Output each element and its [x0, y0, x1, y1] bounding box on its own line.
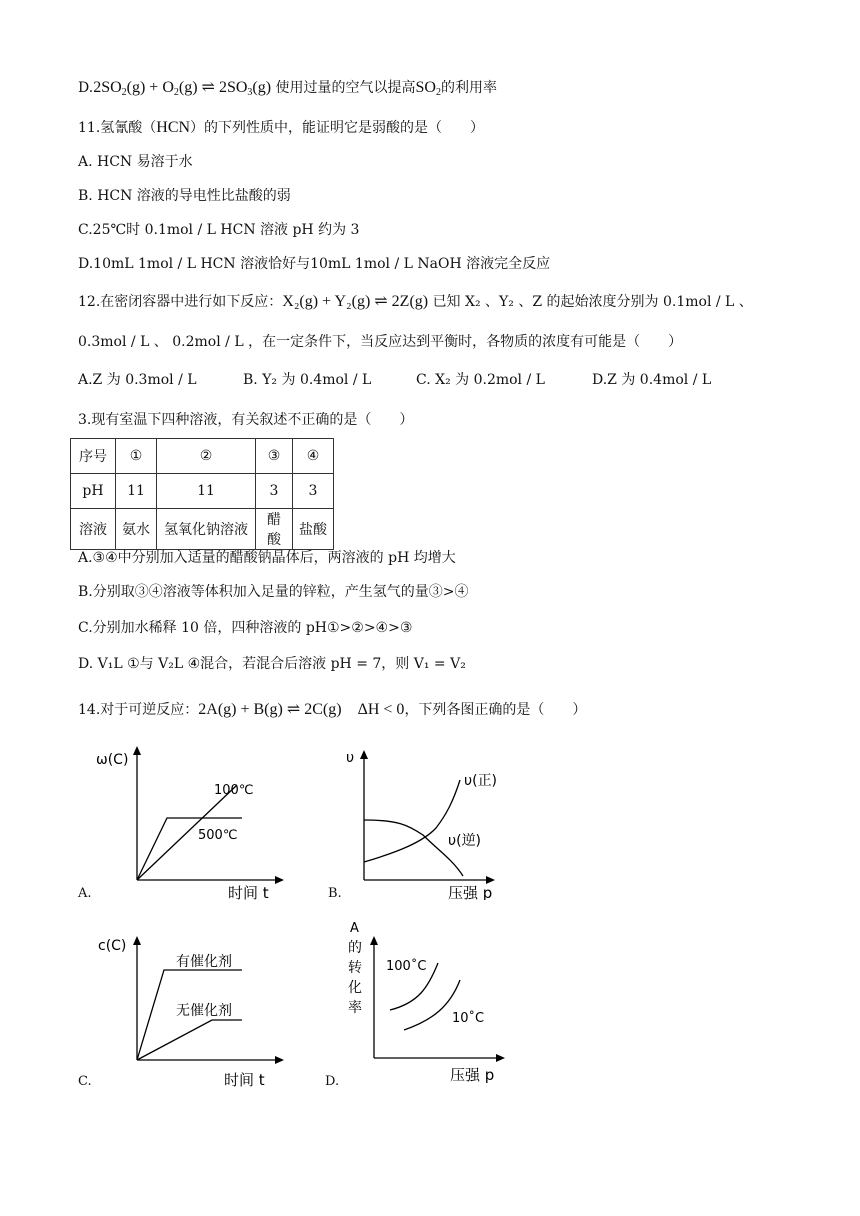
svg-text:的: 的 [348, 940, 362, 956]
graph-b [338, 740, 538, 900]
q12-option-c: C. X₂ 为 0.2mol / L [416, 372, 545, 388]
q13-option-d: D. V₁L ①与 V₂L ④混合，若混合后溶液 pH = 7，则 V₁ = V₂ [78, 656, 466, 672]
curve-label: 10˚C [452, 1011, 485, 1026]
x-axis-label: 时间 t [228, 884, 269, 900]
q12-option-a: A.Z 为 0.3mol / L [78, 372, 197, 388]
graph-c [92, 930, 292, 1090]
y-axis-label: c(C) [98, 938, 127, 954]
x-axis-label: 压强 p [448, 884, 493, 900]
y-axis-label: ω(C) [96, 752, 129, 768]
table-row: pH 11 11 3 3 [71, 474, 334, 509]
svg-text:A: A [350, 921, 359, 936]
q13-option-c: C.分别加水稀释 10 倍，四种溶液的 pH①>②>④>③ [78, 620, 413, 636]
q13-stem: 3.现有室温下四种溶液，有关叙述不正确的是（ ） [78, 412, 414, 428]
curve-label: 500℃ [198, 828, 238, 843]
x-axis-label: 压强 p [450, 1066, 495, 1084]
y-axis-label: υ [346, 750, 355, 766]
curve-label: 无催化剂 [176, 1003, 232, 1019]
x-axis-label: 时间 t [224, 1071, 265, 1089]
q13-option-a: A.③④中分别加入适量的醋酸钠晶体后，两溶液的 pH 均增大 [78, 550, 456, 566]
q12-stem-line2: 0.3mol / L 、 0.2mol / L ，在一定条件下，当反应达到平衡时，各物质的浓度有可能是（ ） [78, 334, 683, 350]
graph-d [338, 918, 538, 1088]
svg-text:转: 转 [348, 960, 362, 976]
q11-option-c: C.25℃时 0.1mol / L HCN 溶液 pH 约为 3 [78, 222, 360, 238]
curve-label: υ(正) [464, 773, 498, 789]
table-row: 序号 ① ② ③ ④ [71, 439, 334, 474]
q12-option-b: B. Y₂ 为 0.4mol / L [243, 372, 372, 388]
q11-stem: 11.氢氰酸（HCN）的下列性质中，能证明它是弱酸的是（ ） [78, 119, 485, 136]
curve-label: 100˚C [386, 959, 427, 974]
curve-label: 100℃ [214, 783, 254, 798]
svg-text:率: 率 [348, 1000, 362, 1016]
curve-label: 有催化剂 [176, 954, 232, 970]
q10-option-d: $D.2SO_2(g) + O_2(g)$ ⇌ $2SO_3(g)$ 使用过量的空气以提高$SO_2$的利用率 [78, 79, 497, 98]
graph-a [92, 740, 292, 900]
graph-c-caption: C. [78, 1074, 92, 1089]
q11-option-b: B. HCN 溶液的导电性比盐酸的弱 [78, 188, 291, 204]
q12-option-d: D.Z 为 0.4mol / L [592, 372, 712, 388]
graph-d-caption: D. [325, 1074, 340, 1089]
table-row: 溶液 氨水 氢氧化钠溶液 醋酸 盐酸 [71, 509, 334, 550]
solutions-table [70, 438, 334, 550]
q14-stem: 14.对于可逆反应：2A(g) + B(g) ⇌ 2C(g) ΔH < 0，下列各图正确的是（ ） [78, 701, 587, 718]
curve-label: υ(逆) [448, 833, 482, 849]
q12-stem: 12.在密闭容器中进行如下反应：X₂(g) + Y₂(g) ⇌ 2Z(g) 已知 X₂ 、Y₂ 、Z 的起始浓度分别为 0.1mol / L 、 [78, 293, 753, 310]
q13-option-b: B.分别取③④溶液等体积加入足量的锌粒，产生氢气的量③>④ [78, 584, 469, 600]
svg-text:化: 化 [348, 980, 362, 996]
q10d-equation: $2SO_2(g) + O_2(g)$ ⇌ $2SO_3(g)$ [93, 79, 272, 98]
graph-a-caption: A. [78, 886, 92, 901]
q11-option-a: A. HCN 易溶于水 [78, 154, 193, 170]
q11-option-d: D.10mL 1mol / L HCN 溶液恰好与10mL 1mol / L NaOH 溶液完全反应 [78, 256, 551, 272]
graph-b-caption: B. [328, 886, 342, 901]
